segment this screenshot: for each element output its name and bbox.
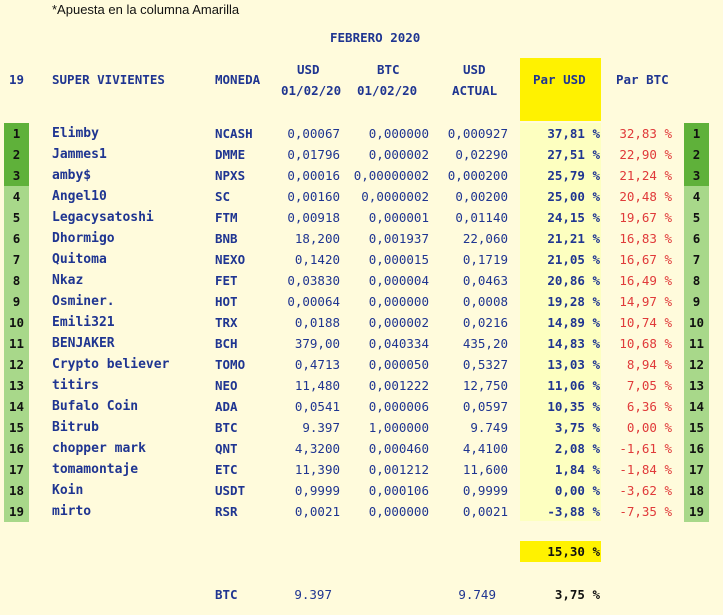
coin-symbol: HOT: [215, 294, 238, 309]
par-btc-value: 20,48 %: [619, 189, 672, 204]
coin-symbol: FTM: [215, 210, 238, 225]
participant-name: Crypto believer: [52, 357, 170, 372]
coin-symbol: ETC: [215, 462, 238, 477]
btc-start-value: 0,000002: [368, 315, 429, 330]
coin-symbol: NPXS: [215, 168, 246, 183]
participant-name: Dhormigo: [52, 231, 115, 246]
rank-cell-right: 18: [684, 480, 709, 501]
par-usd-value: 14,89 %: [547, 315, 600, 330]
rank-cell: 9: [4, 291, 29, 312]
btc-start-value: 0,000000: [368, 126, 429, 141]
rank-cell: 13: [4, 375, 29, 396]
header-coin: MONEDA: [215, 72, 261, 87]
participant-name: tomamontaje: [52, 462, 139, 477]
usd-now-value: 0,01140: [455, 210, 508, 225]
par-btc-value: 16,49 %: [619, 273, 672, 288]
header-usd-now: USD: [463, 62, 486, 77]
par-usd-value: 14,83 %: [547, 336, 600, 351]
table-row: [0, 312, 723, 333]
rank-cell: 8: [4, 270, 29, 291]
rank-cell-right: 1: [684, 123, 709, 144]
usd-start-value: 0,00067: [287, 126, 340, 141]
rank-cell-right: 17: [684, 459, 709, 480]
par-btc-value: 10,74 %: [619, 315, 672, 330]
par-usd-value: 24,15 %: [547, 210, 600, 225]
rank-cell: 14: [4, 396, 29, 417]
usd-start-value: 0,03830: [287, 273, 340, 288]
coin-symbol: BNB: [215, 231, 238, 246]
usd-now-value: 0,0463: [462, 273, 508, 288]
rank-cell-right: 7: [684, 249, 709, 270]
table-row: [0, 123, 723, 144]
header-participant: SUPER VIVIENTES: [52, 72, 165, 87]
rank-cell: 2: [4, 144, 29, 165]
par-usd-value: 37,81 %: [547, 126, 600, 141]
table-row: [0, 291, 723, 312]
rank-cell-right: 13: [684, 375, 709, 396]
rank-cell: 16: [4, 438, 29, 459]
btc-start-value: 0,000001: [368, 210, 429, 225]
participant-name: Angel10: [52, 189, 107, 204]
btc-start-value: 0,00000002: [353, 168, 429, 183]
header-par-usd: Par USD: [533, 72, 586, 87]
rank-cell: 7: [4, 249, 29, 270]
par-btc-value: 8,94 %: [626, 357, 672, 372]
rank-cell-right: 6: [684, 228, 709, 249]
par-usd-value: 27,51 %: [547, 147, 600, 162]
btc-start-value: 0,040334: [368, 336, 429, 351]
participant-name: Legacysatoshi: [52, 210, 154, 225]
par-usd-value: 13,03 %: [547, 357, 600, 372]
rank-cell-right: 12: [684, 354, 709, 375]
table-row: [0, 165, 723, 186]
usd-now-value: 11,600: [462, 462, 508, 477]
coin-symbol: FET: [215, 273, 238, 288]
header-btc-start: BTC: [377, 62, 400, 77]
rank-cell-right: 2: [684, 144, 709, 165]
rank-cell: 6: [4, 228, 29, 249]
usd-now-value: 4,4100: [462, 441, 508, 456]
par-btc-value: -7,35 %: [619, 504, 672, 519]
par-btc-value: 16,67 %: [619, 252, 672, 267]
btc-start-value: 0,000106: [368, 483, 429, 498]
btc-start-value: 0,000460: [368, 441, 429, 456]
par-usd-value: 19,28 %: [547, 294, 600, 309]
par-btc-value: 14,97 %: [619, 294, 672, 309]
usd-now-value: 0,9999: [462, 483, 508, 498]
par-usd-value: 2,08 %: [554, 441, 600, 456]
participant-name: chopper mark: [52, 441, 146, 456]
coin-symbol: NEXO: [215, 252, 246, 267]
par-btc-value: 0,00 %: [626, 420, 672, 435]
btc-start-value: 0,001937: [368, 231, 429, 246]
rank-cell-right: 14: [684, 396, 709, 417]
table-row: [0, 438, 723, 459]
usd-now-value: 9.749: [470, 420, 508, 435]
rank-cell-right: 4: [684, 186, 709, 207]
table-row: [0, 270, 723, 291]
coin-symbol: QNT: [215, 441, 238, 456]
par-btc-value: 19,67 %: [619, 210, 672, 225]
usd-now-value: 0,0597: [462, 399, 508, 414]
month-title: FEBRERO 2020: [330, 30, 421, 45]
par-btc-value: -1,61 %: [619, 441, 672, 456]
usd-now-value: 0,000927: [447, 126, 508, 141]
btc-row-usd-now: 9.749: [458, 587, 496, 602]
usd-now-value: 0,0021: [462, 504, 508, 519]
btc-start-value: 0,001222: [368, 378, 429, 393]
table-row: [0, 228, 723, 249]
par-usd-value: -3,88 %: [547, 504, 600, 519]
note-text: *Apuesta en la columna Amarilla: [52, 2, 240, 17]
par-usd-value: 1,84 %: [554, 462, 600, 477]
usd-now-value: 0,0216: [462, 315, 508, 330]
rank-cell: 12: [4, 354, 29, 375]
header-usd-start-date: 01/02/20: [281, 83, 342, 98]
usd-now-value: 435,20: [462, 336, 508, 351]
coin-symbol: TOMO: [215, 357, 246, 372]
btc-start-value: 0,000004: [368, 273, 429, 288]
header-usd-now-label: ACTUAL: [452, 83, 498, 98]
header-par-btc: Par BTC: [616, 72, 669, 87]
header-usd-start: USD: [297, 62, 320, 77]
coin-symbol: SC: [215, 189, 231, 204]
par-btc-value: -1,84 %: [619, 462, 672, 477]
coin-symbol: BTC: [215, 420, 238, 435]
par-btc-value: 7,05 %: [626, 378, 672, 393]
coin-symbol: ADA: [215, 399, 238, 414]
btc-start-value: 0,000000: [368, 504, 429, 519]
btc-row-par-usd: 3,75 %: [554, 587, 600, 602]
usd-start-value: 11,480: [294, 378, 340, 393]
usd-start-value: 379,00: [294, 336, 340, 351]
usd-start-value: 18,200: [294, 231, 340, 246]
rank-cell-right: 5: [684, 207, 709, 228]
total-par-usd: 15,30 %: [547, 544, 600, 559]
rank-cell: 18: [4, 480, 29, 501]
usd-start-value: 0,4713: [294, 357, 340, 372]
usd-now-value: 0,5327: [462, 357, 508, 372]
usd-start-value: 0,0541: [294, 399, 340, 414]
par-btc-value: 32,83 %: [619, 126, 672, 141]
participant-name: Nkaz: [52, 273, 84, 288]
usd-now-value: 0,000200: [447, 168, 508, 183]
table-row: [0, 417, 723, 438]
usd-now-value: 0,00200: [455, 189, 508, 204]
rank-cell: 17: [4, 459, 29, 480]
participant-name: titirs: [52, 378, 99, 393]
usd-start-value: 11,390: [294, 462, 340, 477]
usd-start-value: 9.397: [302, 420, 340, 435]
participant-name: Osminer.: [52, 294, 115, 309]
rank-cell: 10: [4, 312, 29, 333]
table-row: [0, 186, 723, 207]
btc-start-value: 0,0000002: [361, 189, 429, 204]
par-usd-value: 25,00 %: [547, 189, 600, 204]
rank-cell: 4: [4, 186, 29, 207]
btc-start-value: 0,001212: [368, 462, 429, 477]
usd-start-value: 0,1420: [294, 252, 340, 267]
coin-symbol: NEO: [215, 378, 238, 393]
rank-cell-right: 9: [684, 291, 709, 312]
table-row: [0, 249, 723, 270]
usd-start-value: 0,9999: [294, 483, 340, 498]
rank-cell-right: 15: [684, 417, 709, 438]
usd-now-value: 22,060: [462, 231, 508, 246]
usd-start-value: 0,0021: [294, 504, 340, 519]
par-btc-value: 6,36 %: [626, 399, 672, 414]
rank-cell-right: 10: [684, 312, 709, 333]
par-usd-value: 20,86 %: [547, 273, 600, 288]
table-row: [0, 333, 723, 354]
usd-start-value: 0,00064: [287, 294, 340, 309]
participant-name: Bitrub: [52, 420, 99, 435]
participant-name: Jammes1: [52, 147, 107, 162]
rank-cell-right: 3: [684, 165, 709, 186]
btc-row-usd-start: 9.397: [294, 587, 332, 602]
btc-start-value: 0,000050: [368, 357, 429, 372]
coin-symbol: DMME: [215, 147, 246, 162]
btc-start-value: 0,000006: [368, 399, 429, 414]
coin-symbol: NCASH: [215, 126, 253, 141]
par-usd-value: 3,75 %: [554, 420, 600, 435]
usd-start-value: 0,01796: [287, 147, 340, 162]
table-row: [0, 375, 723, 396]
par-usd-value: 21,21 %: [547, 231, 600, 246]
table-row: [0, 354, 723, 375]
par-usd-value: 11,06 %: [547, 378, 600, 393]
coin-symbol: BCH: [215, 336, 238, 351]
participant-name: BENJAKER: [52, 336, 115, 351]
table-row: [0, 501, 723, 522]
usd-now-value: 12,750: [462, 378, 508, 393]
par-btc-value: 21,24 %: [619, 168, 672, 183]
usd-start-value: 0,00160: [287, 189, 340, 204]
par-usd-value: 25,79 %: [547, 168, 600, 183]
rank-cell-right: 16: [684, 438, 709, 459]
header-btc-start-date: 01/02/20: [357, 83, 418, 98]
usd-now-value: 0,02290: [455, 147, 508, 162]
participant-name: mirto: [52, 504, 92, 519]
par-usd-value: 10,35 %: [547, 399, 600, 414]
par-btc-value: -3,62 %: [619, 483, 672, 498]
rank-cell: 5: [4, 207, 29, 228]
usd-now-value: 0,0008: [462, 294, 508, 309]
btc-start-value: 0,000000: [368, 294, 429, 309]
usd-now-value: 0,1719: [462, 252, 508, 267]
rank-cell: 11: [4, 333, 29, 354]
participant-name: Quitoma: [52, 252, 107, 267]
coin-symbol: USDT: [215, 483, 246, 498]
table-row: [0, 207, 723, 228]
participant-name: Emili321: [52, 315, 115, 330]
btc-start-value: 1,000000: [368, 420, 429, 435]
table-row: [0, 480, 723, 501]
table-row: [0, 459, 723, 480]
par-btc-value: 22,90 %: [619, 147, 672, 162]
btc-row-coin: BTC: [215, 587, 238, 602]
btc-start-value: 0,000002: [368, 147, 429, 162]
rank-cell: 3: [4, 165, 29, 186]
usd-start-value: 0,00016: [287, 168, 340, 183]
rank-cell: 15: [4, 417, 29, 438]
participant-name: Elimby: [52, 126, 99, 141]
btc-start-value: 0,000015: [368, 252, 429, 267]
rank-cell: 1: [4, 123, 29, 144]
rank-cell: 19: [4, 501, 29, 522]
usd-start-value: 0,0188: [294, 315, 340, 330]
rank-cell-right: 8: [684, 270, 709, 291]
par-usd-value: 21,05 %: [547, 252, 600, 267]
rank-cell-right: 19: [684, 501, 709, 522]
par-btc-value: 16,83 %: [619, 231, 672, 246]
usd-start-value: 0,00918: [287, 210, 340, 225]
participant-name: Koin: [52, 483, 84, 498]
header-count: 19: [9, 72, 25, 87]
coin-symbol: TRX: [215, 315, 238, 330]
par-btc-value: 10,68 %: [619, 336, 672, 351]
usd-start-value: 4,3200: [294, 441, 340, 456]
par-usd-header-highlight: [520, 58, 601, 121]
par-usd-value: 0,00 %: [554, 483, 600, 498]
table-row: [0, 144, 723, 165]
rank-cell-right: 11: [684, 333, 709, 354]
participant-name: Bufalo Coin: [52, 399, 139, 414]
table-row: [0, 396, 723, 417]
coin-symbol: RSR: [215, 504, 238, 519]
participant-name: amby$: [52, 168, 92, 183]
